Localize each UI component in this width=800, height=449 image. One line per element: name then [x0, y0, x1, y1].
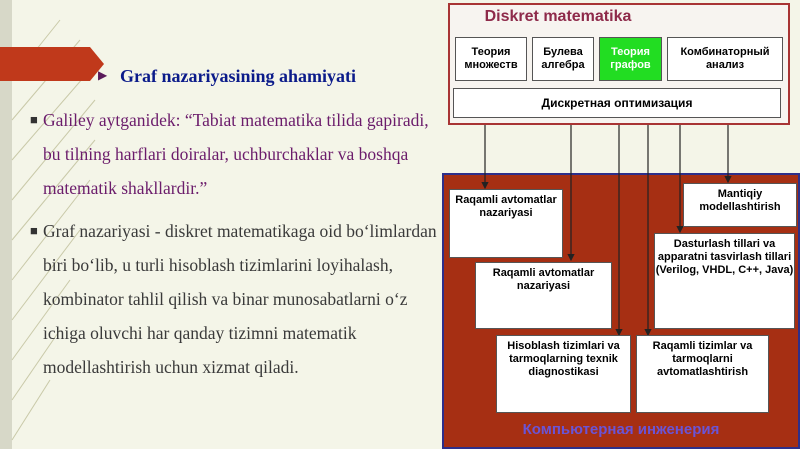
logic-modeling-box: Mantiqiy modellashtirish: [683, 183, 797, 227]
graph-theory-box: Теория графов: [599, 37, 662, 81]
set-theory-box: Теория множеств: [455, 37, 527, 81]
combinatorial-analysis-box: Комбинаторный анализ: [667, 37, 783, 81]
diagram-title: Diskret matematika: [484, 8, 632, 25]
bullet-icon: ■: [30, 223, 38, 238]
bullet-icon: ■: [30, 112, 38, 127]
slide-heading: Graf nazariyasining ahamiyati: [120, 66, 357, 86]
automata-theory-box-1: Raqamli avtomatlar nazariyasi: [449, 189, 563, 258]
definition-paragraph: Graf nazariyasi - diskret matematikaga oid bo‘limlardan biri bo‘lib, u turli hisoblash tizimlarini loyihalash, kombinator tahlil qilish va binar munosabatlarni o‘z ichiga oluvchi har qanday tizimni matematik modellashtirish uchun xizmat qiladi.: [43, 221, 437, 377]
computer-engineering-label: Компьютерная инженерия: [522, 421, 720, 438]
programming-languages-box: Dasturlash tillari va apparatni tasvirlash tillari (Verilog, VHDL, C++, Java): [654, 233, 795, 329]
quote-paragraph: Galiley aytganidek: “Tabiat matematika tilida gapiradi, bu tilning harflari doiralar, uchburchaklar va boshqa matematik shakllardir.”: [43, 110, 429, 198]
automata-theory-box-2: Raqamli avtomatlar nazariyasi: [475, 262, 612, 329]
heading-bullet-icon: ▶: [98, 68, 108, 82]
title-banner-shape: [0, 47, 110, 81]
diagnostics-box: Hisoblash tizimlari va tarmoqlarning texnik diagnostikasi: [496, 335, 631, 413]
boolean-algebra-box: Булева алгебра: [532, 37, 594, 81]
automation-box: Raqamli tizimlar va tarmoqlarni avtomatlashtirish: [636, 335, 769, 413]
discrete-optimization-box: Дискретная оптимизация: [453, 88, 781, 118]
